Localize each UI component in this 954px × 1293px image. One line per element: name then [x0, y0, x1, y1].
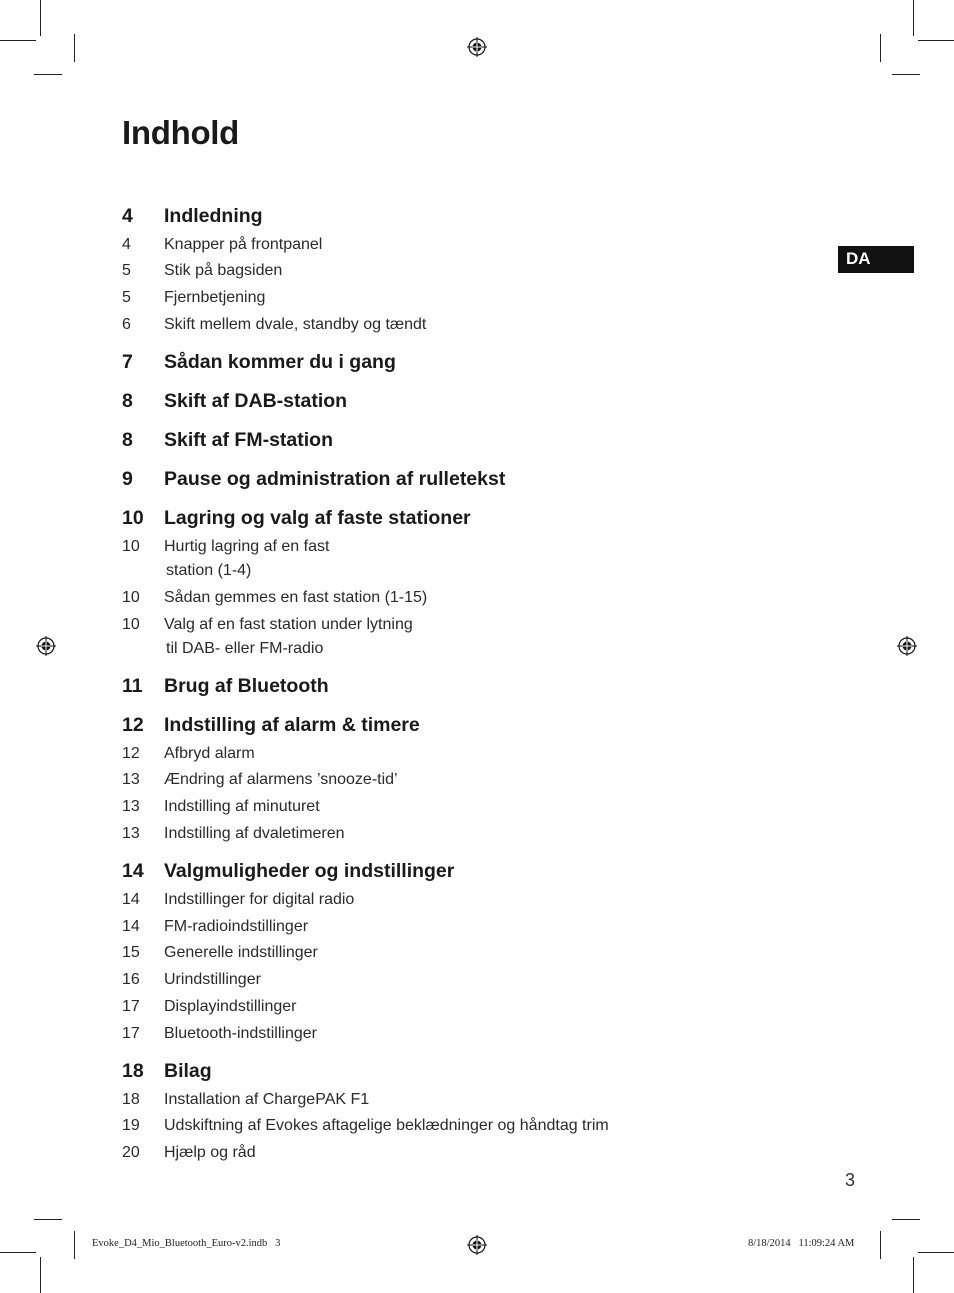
toc-entry-title: Installation af ChargePAK F1: [164, 1091, 370, 1108]
footer-timestamp: 8/18/2014 11:09:24 AM: [748, 1238, 855, 1249]
toc-page-number: 5: [122, 262, 131, 279]
crop-mark: [892, 1219, 920, 1220]
toc-page-number: 10: [122, 616, 140, 633]
toc-entry-title: Ændring af alarmens ’snooze-tid’: [164, 771, 398, 788]
toc-section-title: Sådan kommer du i gang: [164, 351, 396, 373]
registration-mark-icon: [467, 1235, 487, 1255]
toc-page-number: 13: [122, 825, 140, 842]
toc-page-number: 5: [122, 289, 131, 306]
crop-mark: [913, 1257, 914, 1293]
toc-page-number: 4: [122, 236, 131, 253]
registration-mark-icon: [36, 636, 56, 656]
toc-entry-title: Urindstillinger: [164, 971, 261, 988]
toc-entry-title-continued: station (1-4): [166, 562, 252, 579]
toc-entry-title: Displayindstillinger: [164, 998, 297, 1015]
toc-page-number: 17: [122, 998, 140, 1015]
toc-entry-title: Hurtig lagring af en fast: [164, 538, 330, 555]
toc-page-number: 14: [122, 860, 144, 882]
crop-mark: [880, 1231, 881, 1259]
crop-mark: [918, 1252, 954, 1253]
toc-section-title: Skift af FM-station: [164, 429, 333, 451]
toc-page-number: 10: [122, 507, 144, 529]
toc-section-title: Indledning: [164, 205, 263, 227]
crop-mark: [918, 40, 954, 41]
toc-entry-title: Stik på bagsiden: [164, 262, 283, 279]
toc-entry-title: Afbryd alarm: [164, 745, 255, 762]
registration-mark-icon: [897, 636, 917, 656]
toc-entry-title: Fjernbetjening: [164, 289, 266, 306]
toc-page-number: 18: [122, 1091, 140, 1108]
toc-page-number: 19: [122, 1117, 140, 1134]
toc-page-number: 15: [122, 944, 140, 961]
registration-mark-icon: [467, 37, 487, 57]
toc-page-number: 8: [122, 390, 133, 412]
toc-page-number: 9: [122, 468, 133, 490]
crop-mark: [0, 40, 36, 41]
toc-entry-title-continued: til DAB- eller FM-radio: [166, 640, 324, 657]
toc-entry-title: Valg af en fast station under lytning: [164, 616, 413, 633]
toc-page-number: 4: [122, 205, 133, 227]
toc-page-number: 10: [122, 589, 140, 606]
toc-page-number: 12: [122, 714, 144, 736]
toc-page-number: 18: [122, 1060, 144, 1082]
toc-entry-title: Knapper på frontpanel: [164, 236, 323, 253]
toc-page-number: 16: [122, 971, 140, 988]
crop-mark: [892, 74, 920, 75]
toc-entry-title: Hjælp og råd: [164, 1144, 256, 1161]
toc-entry-title: Sådan gemmes en fast station (1-15): [164, 589, 428, 606]
page-title: Indhold: [122, 114, 240, 151]
toc-entry-title: Bluetooth-indstillinger: [164, 1025, 317, 1042]
toc-page-number: 8: [122, 429, 133, 451]
crop-mark: [0, 1252, 36, 1253]
toc-page-number: 10: [122, 538, 140, 555]
footer-file-slug: Evoke_D4_Mio_Bluetooth_Euro-v2.indb 3: [92, 1238, 281, 1249]
page-number: 3: [845, 1170, 856, 1190]
toc-page-number: 20: [122, 1144, 140, 1161]
toc-entry-title: Udskiftning af Evokes aftagelige beklædninger og håndtag trim: [164, 1117, 609, 1134]
crop-mark: [74, 1231, 75, 1259]
toc-entry-title: Indstilling af minuturet: [164, 798, 320, 815]
toc-page-number: 7: [122, 351, 133, 373]
toc-page-number: 11: [122, 675, 143, 697]
crop-mark: [34, 74, 62, 75]
toc-entry-title: Generelle indstillinger: [164, 944, 318, 961]
crop-mark: [74, 34, 75, 62]
toc-entry-title: Indstillinger for digital radio: [164, 891, 355, 908]
crop-mark: [40, 0, 41, 36]
language-tab: DA: [838, 246, 914, 273]
toc-page-number: 13: [122, 771, 140, 788]
crop-mark: [880, 34, 881, 62]
toc-section-title: Indstilling af alarm & timere: [164, 714, 420, 736]
toc-page-number: 14: [122, 918, 140, 935]
toc-entry-title: Indstilling af dvaletimeren: [164, 825, 345, 842]
toc-page-number: 14: [122, 891, 140, 908]
crop-mark: [913, 0, 914, 36]
toc-section-title: Valgmuligheder og indstillinger: [164, 860, 455, 882]
crop-mark: [34, 1219, 62, 1220]
toc-section-title: Brug af Bluetooth: [164, 675, 329, 697]
toc-section-title: Lagring og valg af faste stationer: [164, 507, 471, 529]
toc-page-number: 6: [122, 316, 131, 333]
toc-page-number: 17: [122, 1025, 140, 1042]
toc-page-number: 13: [122, 798, 140, 815]
toc-section-title: Bilag: [164, 1060, 212, 1082]
crop-mark: [40, 1257, 41, 1293]
toc-section-title: Pause og administration af rulletekst: [164, 468, 506, 490]
toc-entry-title: Skift mellem dvale, standby og tændt: [164, 316, 427, 333]
toc-entry-title: FM-radioindstillinger: [164, 918, 309, 935]
toc-section-title: Skift af DAB-station: [164, 390, 348, 412]
toc-page-number: 12: [122, 745, 140, 762]
